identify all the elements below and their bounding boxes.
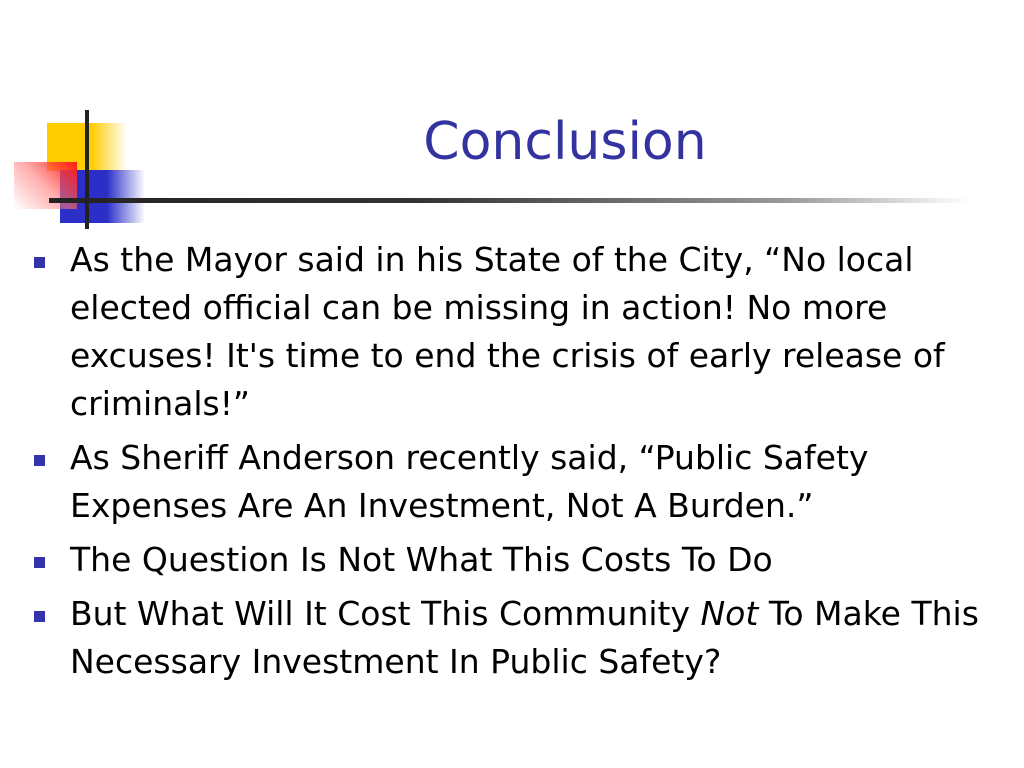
bullet-list <box>32 236 1012 692</box>
slide-title: Conclusion <box>423 112 707 172</box>
bullet-icon <box>34 557 45 568</box>
bullet-item <box>32 590 1012 686</box>
bullet-text-pre: But What Will It Cost This Community <box>70 594 701 633</box>
bullet-item <box>32 536 1012 584</box>
bullet-item <box>32 434 1012 530</box>
vertical-rule <box>85 110 89 229</box>
bullet-icon <box>34 455 45 466</box>
bullet-item <box>32 236 1012 428</box>
bullet-text-emphasis: Not <box>700 594 759 633</box>
bullet-icon <box>34 611 45 622</box>
title-underline <box>49 198 969 203</box>
bullet-text-post: To Make This Necessary Investment In Public Safety? <box>70 594 979 681</box>
bullet-text: As the Mayor said in his State of the City, “No local elected official can be missing in action! No more excuses! It's time to end the crisis of early release of criminals!” <box>70 240 945 423</box>
bullet-icon <box>34 257 45 268</box>
bullet-text: The Question Is Not What This Costs To Do <box>70 540 773 579</box>
bullet-text: As Sheriff Anderson recently said, “Public Safety Expenses Are An Investment, Not A Burden.” <box>70 438 869 525</box>
